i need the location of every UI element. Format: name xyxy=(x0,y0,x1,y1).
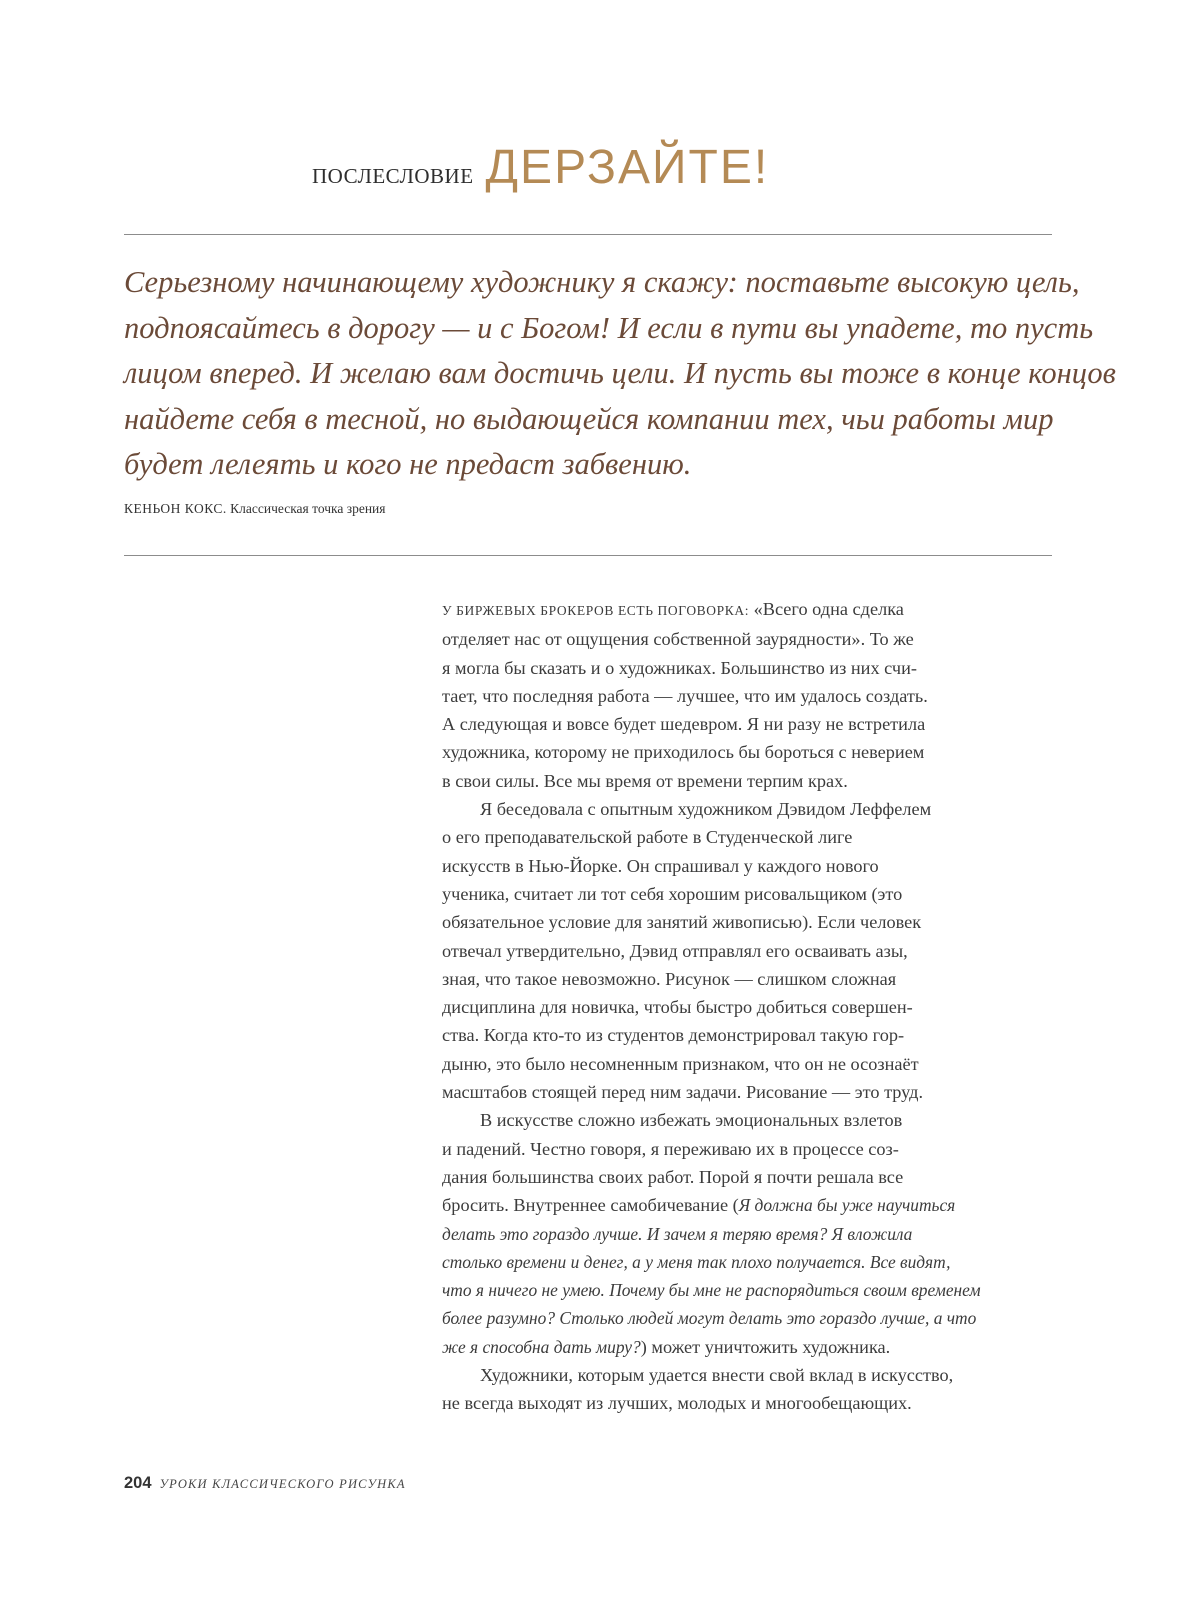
attribution-author: КЕНЬОН КОКС. xyxy=(124,501,227,516)
inner-monologue: же я способна дать миру? xyxy=(442,1336,641,1357)
body-line-text: ) может уничтожить художника. xyxy=(640,1336,891,1357)
epigraph xyxy=(124,260,1116,488)
running-title: УРОКИ КЛАССИЧЕСКОГО РИСУНКА xyxy=(159,1477,406,1491)
body-line: искусств в Нью-Йорке. Он спрашивал у каждого нового xyxy=(442,855,879,876)
body-line: в свои силы. Все мы время от времени терпим крах. xyxy=(442,770,848,791)
body-line: масштабов стоящей перед ним задачи. Рисование — это труд. xyxy=(442,1082,924,1103)
body-line: художника, которому не приходилось бы бороться с неверием xyxy=(442,742,925,763)
body-line: я могла бы сказать и о художниках. Большинство из них счи- xyxy=(442,657,917,678)
inner-monologue-line: столько времени и денег, а у меня так плохо получается. Все видят, xyxy=(442,1251,951,1272)
bottom-divider xyxy=(124,555,1052,556)
body-line: ученика, считает ли тот себя хорошим рисовальщиком (это xyxy=(442,883,903,904)
body-line: Художники, которым удается внести свой вклад в искусство, xyxy=(480,1365,954,1386)
body-line: и падений. Честно говоря, я переживаю их в процессе соз- xyxy=(442,1138,899,1159)
epigraph-line: Серьезному начинающему художнику я скажу: поставьте высокую цель, xyxy=(124,265,1080,299)
inner-monologue-line: что я ничего не умею. Почему бы мне не распорядиться своим временем xyxy=(442,1280,981,1301)
body-line-text: бросить. Внутреннее самобичевание ( xyxy=(442,1195,739,1216)
inner-monologue-line: более разумно? Столько людей могут делать это гораздо лучше, а что xyxy=(442,1308,977,1329)
body-line xyxy=(442,1191,1052,1219)
body-line: отвечал утвердительно, Дэвид отправлял его осваивать азы, xyxy=(442,940,908,961)
epigraph-line: будет лелеять и кого не предаст забвению. xyxy=(124,447,692,481)
epigraph-attribution xyxy=(124,501,386,517)
inner-monologue: Я должна бы уже научиться xyxy=(738,1195,956,1216)
epigraph-line: лицом вперед. И желаю вам достичь цели. И пусть вы тоже в конце концов xyxy=(124,356,1116,390)
body-line-text: «Всего одна сделка xyxy=(753,599,904,619)
body-line: ства. Когда кто-то из студентов демонстрировал такую гор- xyxy=(442,1025,905,1046)
body-line xyxy=(442,1333,1052,1361)
body-line: дыню, это было несомненным признаком, что он не осознаёт xyxy=(442,1053,919,1074)
top-divider xyxy=(124,234,1052,235)
chapter-title: ДЕРЗАЙТЕ! xyxy=(485,141,770,194)
attribution-source: Классическая точка зрения xyxy=(230,501,386,516)
body-line: тает, что последняя работа — лучшее, что им удалось создать. xyxy=(442,685,928,706)
body-line: А следующая и вовсе будет шедевром. Я ни разу не встретила xyxy=(442,714,926,735)
lead-in: У БИРЖЕВЫХ БРОКЕРОВ ЕСТЬ ПОГОВОРКА: xyxy=(442,603,750,618)
body-line: дания большинства своих работ. Порой я почти решала все xyxy=(442,1166,904,1187)
body-line: обязательное условие для занятий живописью). Если человек xyxy=(442,912,922,933)
body-line: зная, что такое невозможно. Рисунок — слишком сложная xyxy=(442,968,897,989)
chapter-heading xyxy=(312,140,769,200)
epigraph-line: подпоясайтесь в дорогу — и с Богом! И если в пути вы упадете, то пусть xyxy=(124,310,1094,345)
body-text xyxy=(442,595,1052,1418)
epigraph-line: найдете себя в тесной, но выдающейся компании тех, чьи работы мир xyxy=(124,401,1054,436)
body-line: Я беседовала с опытным художником Дэвидом Леффелем xyxy=(480,799,932,820)
section-label: ПОСЛЕСЛОВИЕ xyxy=(312,164,474,188)
body-line xyxy=(442,595,1052,625)
body-line: дисциплина для новичка, чтобы быстро добиться совершен- xyxy=(442,997,913,1018)
body-line: не всегда выходят из лучших, молодых и многообещающих. xyxy=(442,1393,912,1414)
body-line: отделяет нас от ощущения собственной заурядности». То же xyxy=(442,629,914,650)
page-footer xyxy=(124,1474,406,1493)
inner-monologue-line: делать это гораздо лучше. И зачем я теряю время? Я вложила xyxy=(442,1223,913,1244)
body-line: В искусстве сложно избежать эмоциональных взлетов xyxy=(480,1110,903,1131)
body-line: о его преподавательской работе в Студенческой лиге xyxy=(442,827,853,848)
page-number: 204 xyxy=(124,1474,152,1492)
